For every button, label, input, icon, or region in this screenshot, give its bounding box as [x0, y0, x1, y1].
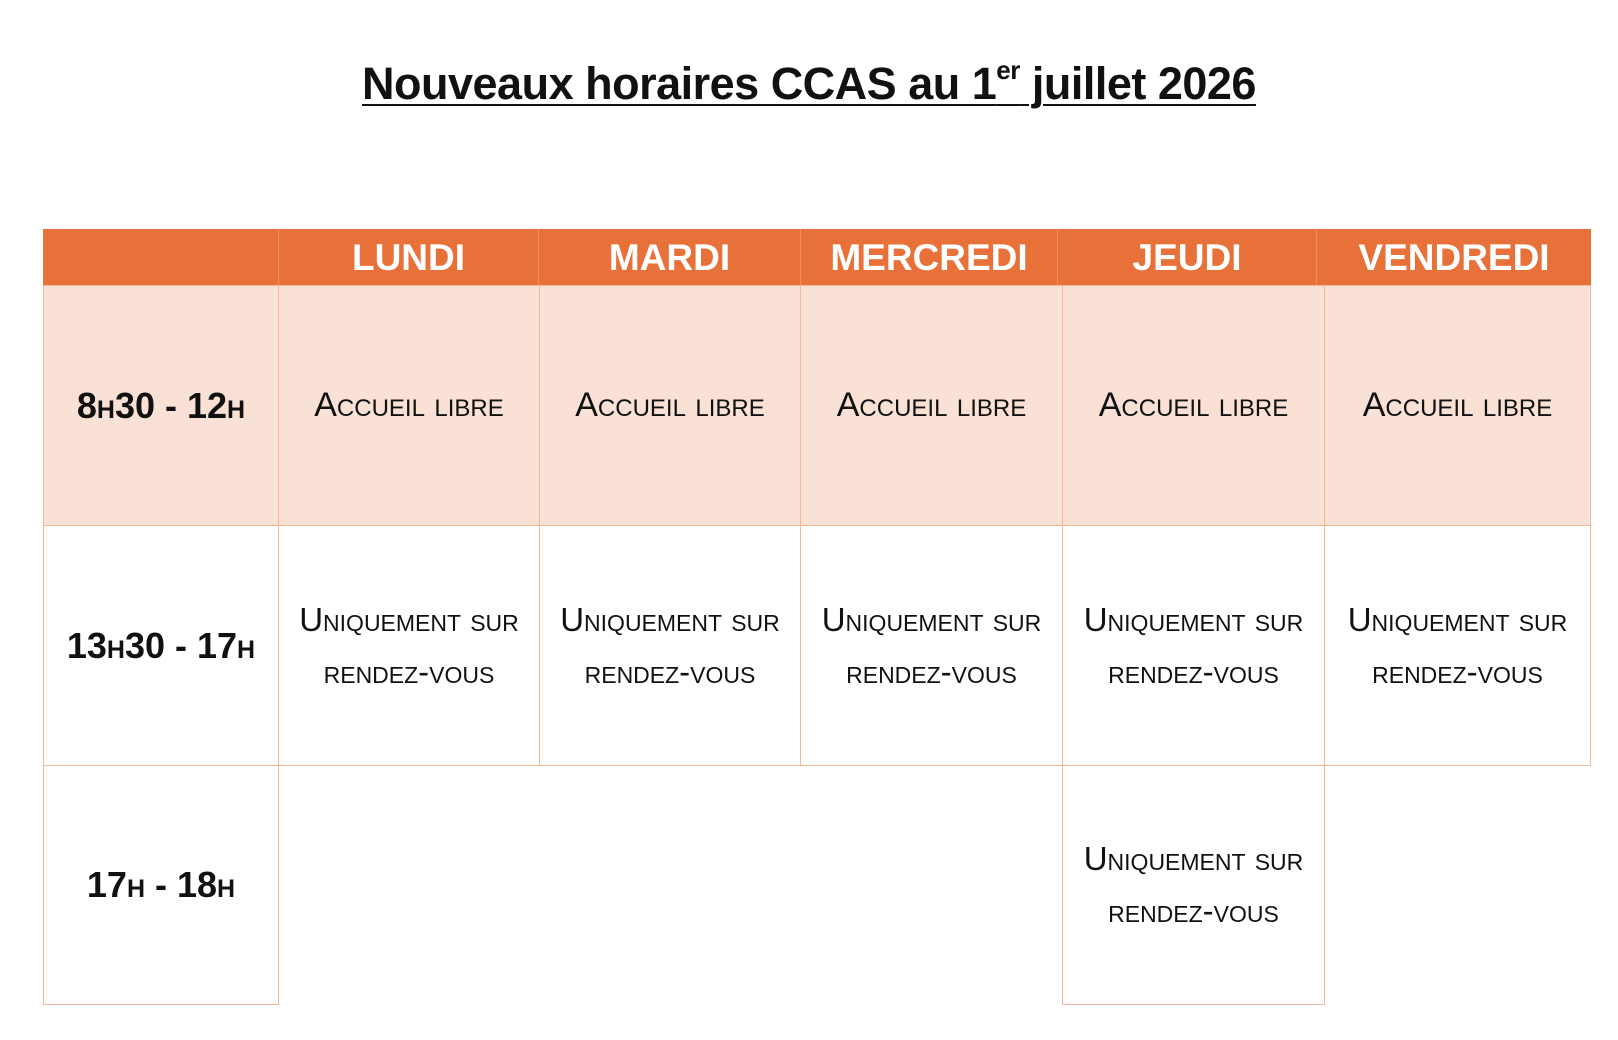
time-slot-morning: 8h30 - 12h — [43, 285, 279, 526]
cell-jeudi-evening: Uniquement sur rendez-vous — [1062, 765, 1325, 1005]
schedule-table — [43, 229, 1591, 1003]
cell-vendredi-morning: Accueil libre — [1324, 285, 1591, 526]
header-day-lundi: LUNDI — [278, 229, 538, 285]
cell-lundi-morning: Accueil libre — [278, 285, 540, 526]
cell-mardi-afternoon: Uniquement sur rendez-vous — [539, 525, 801, 766]
title-prefix: Nouveaux horaires CCAS au 1 — [362, 58, 997, 109]
title-text — [362, 55, 1256, 109]
header-row — [43, 229, 1591, 285]
title-suffix: juillet 2026 — [1019, 58, 1256, 109]
header-day-vendredi: VENDREDI — [1316, 229, 1591, 285]
header-corner — [43, 229, 278, 285]
cell-jeudi-afternoon: Uniquement sur rendez-vous — [1062, 525, 1325, 766]
cell-mardi-morning: Accueil libre — [539, 285, 801, 526]
header-day-jeudi: JEUDI — [1057, 229, 1316, 285]
cell-lundi-afternoon: Uniquement sur rendez-vous — [278, 525, 540, 766]
cell-jeudi-morning: Accueil libre — [1062, 285, 1325, 526]
title-superscript: er — [996, 55, 1020, 85]
time-slot-afternoon: 13h30 - 17h — [43, 525, 279, 766]
header-day-mardi: MARDI — [538, 229, 800, 285]
time-slot-evening: 17h - 18h — [43, 765, 279, 1005]
cell-vendredi-afternoon: Uniquement sur rendez-vous — [1324, 525, 1591, 766]
cell-mercredi-afternoon: Uniquement sur rendez-vous — [800, 525, 1063, 766]
cell-mercredi-morning: Accueil libre — [800, 285, 1063, 526]
header-day-mercredi: MERCREDI — [800, 229, 1057, 285]
page-title — [0, 55, 1618, 110]
